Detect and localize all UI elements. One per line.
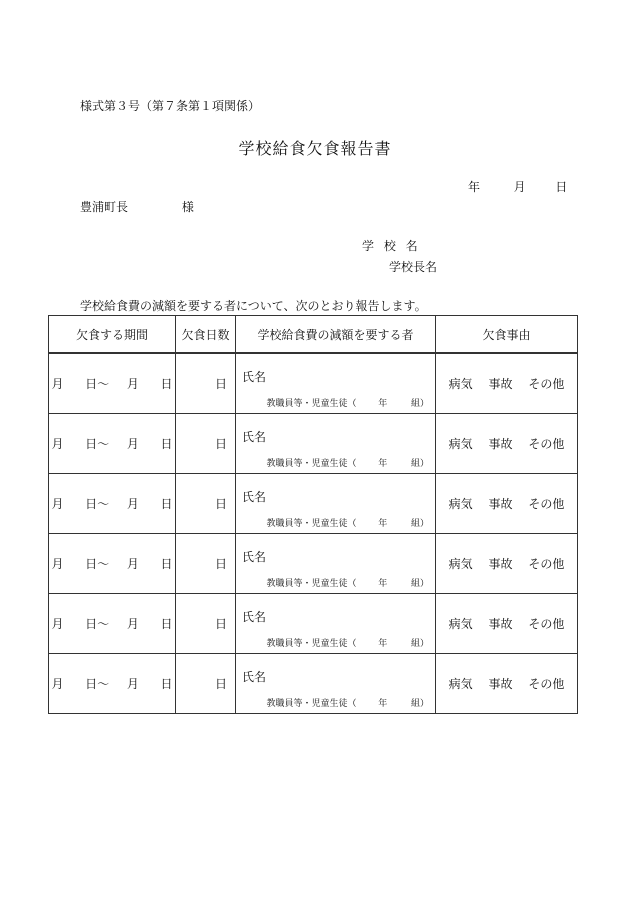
table-header-row bbox=[49, 316, 578, 354]
days-unit: 日 bbox=[214, 556, 227, 571]
period-month: 月 bbox=[51, 436, 64, 451]
role-text: 教職員等・児童生徒（ bbox=[266, 399, 357, 409]
name-label: 氏名 bbox=[242, 370, 267, 384]
reason-cell[interactable] bbox=[436, 533, 578, 593]
days-unit: 日 bbox=[214, 676, 227, 691]
role-text: 教職員等・児童生徒（ bbox=[266, 518, 357, 529]
person-cell[interactable] bbox=[236, 353, 436, 413]
role-year: 年 bbox=[378, 638, 388, 649]
period-day-from: 日〜 bbox=[85, 616, 110, 631]
period-day-from: 日〜 bbox=[85, 496, 110, 511]
role-text: 教職員等・児童生徒（ bbox=[266, 458, 357, 469]
person-cell[interactable] bbox=[236, 593, 436, 653]
period-day-from: 日〜 bbox=[85, 676, 110, 691]
table-row bbox=[49, 593, 578, 653]
reason-cell[interactable] bbox=[436, 413, 578, 473]
period-cell[interactable] bbox=[49, 473, 176, 533]
name-label: 氏名 bbox=[242, 489, 267, 504]
header-reason: 欠食事由 bbox=[436, 316, 578, 354]
period-month-to: 月 bbox=[126, 556, 139, 571]
reason-other[interactable]: その他 bbox=[528, 556, 565, 571]
reason-accident[interactable]: 事故 bbox=[488, 676, 513, 691]
role-class: 組） bbox=[410, 698, 429, 709]
reason-other[interactable]: その他 bbox=[528, 616, 565, 631]
role-year: 年 bbox=[378, 518, 388, 529]
name-label: 氏名 bbox=[242, 609, 267, 624]
period-month: 月 bbox=[51, 496, 64, 511]
date-year-label: 年 bbox=[468, 180, 481, 194]
header-days: 欠食日数 bbox=[176, 316, 236, 354]
header-person: 学校給食費の減額を要する者 bbox=[236, 316, 436, 354]
role-class: 組） bbox=[410, 638, 429, 649]
role-text: 教職員等・児童生徒（ bbox=[266, 578, 357, 589]
person-cell[interactable] bbox=[236, 533, 436, 593]
person-cell[interactable] bbox=[236, 653, 436, 713]
reason-illness[interactable]: 病気 bbox=[448, 436, 473, 451]
role-line bbox=[266, 696, 429, 709]
period-month-to: 月 bbox=[126, 496, 139, 511]
name-label: 氏名 bbox=[242, 669, 267, 684]
date-month-label: 月 bbox=[513, 180, 526, 194]
principal-name-label: 学校長名 bbox=[389, 260, 438, 274]
period-cell[interactable] bbox=[49, 353, 176, 413]
role-line bbox=[266, 636, 429, 649]
period-day-to: 日 bbox=[160, 436, 173, 451]
reason-other[interactable]: その他 bbox=[528, 496, 565, 511]
reason-accident[interactable]: 事故 bbox=[488, 436, 513, 451]
days-unit: 日 bbox=[214, 496, 227, 511]
report-table bbox=[48, 315, 578, 714]
addressee bbox=[80, 198, 194, 215]
reason-cell[interactable] bbox=[436, 593, 578, 653]
period-day-to: 日 bbox=[160, 376, 173, 391]
period-cell[interactable] bbox=[49, 593, 176, 653]
role-line bbox=[266, 516, 429, 529]
table-row bbox=[49, 473, 578, 533]
date-day-label: 日 bbox=[555, 180, 568, 194]
period-month-to: 月 bbox=[126, 376, 139, 391]
role-year: 年 bbox=[378, 578, 388, 589]
role-class: 組） bbox=[410, 518, 429, 529]
role-year: 年 bbox=[378, 458, 388, 469]
page-title: 学校給食欠食報告書 bbox=[238, 139, 392, 158]
period-cell[interactable] bbox=[49, 653, 176, 713]
days-unit: 日 bbox=[214, 436, 227, 451]
period-day-to: 日 bbox=[160, 556, 173, 571]
role-line bbox=[266, 576, 429, 589]
period-day-to: 日 bbox=[160, 676, 173, 691]
school-name-label: 学 校 名 bbox=[362, 239, 421, 253]
intro-text: 学校給食費の減額を要する者について、次のとおり報告します。 bbox=[80, 299, 427, 313]
reason-accident[interactable]: 事故 bbox=[488, 616, 513, 631]
header-period: 欠食する期間 bbox=[49, 316, 176, 354]
addressee-name: 豊浦町長 bbox=[80, 200, 129, 214]
table-row bbox=[49, 653, 578, 713]
reason-accident[interactable]: 事故 bbox=[488, 496, 513, 511]
role-year: 年 bbox=[378, 698, 388, 709]
table-row bbox=[49, 353, 578, 413]
person-cell[interactable] bbox=[236, 413, 436, 473]
role-text: 教職員等・児童生徒（ bbox=[266, 698, 357, 709]
reason-cell[interactable] bbox=[436, 653, 578, 713]
role-year: 年 bbox=[378, 399, 388, 409]
period-month: 月 bbox=[51, 616, 64, 631]
period-day-from: 日〜 bbox=[85, 556, 110, 571]
reason-illness[interactable]: 病気 bbox=[448, 676, 473, 691]
period-month-to: 月 bbox=[126, 676, 139, 691]
role-text: 教職員等・児童生徒（ bbox=[266, 638, 357, 649]
reason-illness[interactable]: 病気 bbox=[448, 496, 473, 511]
days-unit: 日 bbox=[214, 376, 227, 391]
days-unit: 日 bbox=[214, 616, 227, 631]
reason-other[interactable]: その他 bbox=[528, 436, 565, 451]
reason-accident[interactable]: 事故 bbox=[488, 556, 513, 571]
days-cell[interactable] bbox=[176, 473, 236, 533]
days-cell[interactable] bbox=[176, 653, 236, 713]
period-month-to: 月 bbox=[126, 616, 139, 631]
period-month: 月 bbox=[51, 376, 64, 391]
report-date bbox=[468, 178, 567, 195]
table-row bbox=[49, 413, 578, 473]
role-class: 組） bbox=[410, 578, 429, 589]
reason-other[interactable]: その他 bbox=[528, 376, 565, 391]
period-cell[interactable] bbox=[49, 413, 176, 473]
period-month: 月 bbox=[51, 556, 64, 571]
person-cell[interactable] bbox=[236, 473, 436, 533]
period-day-to: 日 bbox=[160, 496, 173, 511]
reason-illness[interactable]: 病気 bbox=[448, 376, 473, 391]
addressee-honorific: 様 bbox=[181, 200, 194, 214]
reason-other[interactable]: その他 bbox=[528, 676, 565, 691]
table-row bbox=[49, 533, 578, 593]
days-cell[interactable] bbox=[176, 593, 236, 653]
role-line bbox=[266, 456, 429, 469]
period-month: 月 bbox=[51, 676, 64, 691]
period-month-to: 月 bbox=[126, 436, 139, 451]
role-class: 組） bbox=[410, 399, 429, 409]
reason-cell[interactable] bbox=[436, 353, 578, 413]
reason-cell[interactable] bbox=[436, 473, 578, 533]
days-cell[interactable] bbox=[176, 533, 236, 593]
name-label: 氏名 bbox=[242, 549, 267, 564]
period-day-from: 日〜 bbox=[85, 436, 110, 451]
reason-illness[interactable]: 病気 bbox=[448, 616, 473, 631]
period-day-to: 日 bbox=[160, 616, 173, 631]
form-number: 様式第３号（第７条第１項関係） bbox=[80, 99, 261, 113]
reason-accident[interactable]: 事故 bbox=[488, 376, 513, 391]
name-label: 氏名 bbox=[242, 429, 267, 444]
period-cell[interactable] bbox=[49, 533, 176, 593]
reason-illness[interactable]: 病気 bbox=[448, 556, 473, 571]
days-cell[interactable] bbox=[176, 353, 236, 413]
period-day-from: 日〜 bbox=[85, 376, 110, 391]
role-class: 組） bbox=[410, 458, 429, 469]
role-line bbox=[266, 396, 429, 409]
days-cell[interactable] bbox=[176, 413, 236, 473]
